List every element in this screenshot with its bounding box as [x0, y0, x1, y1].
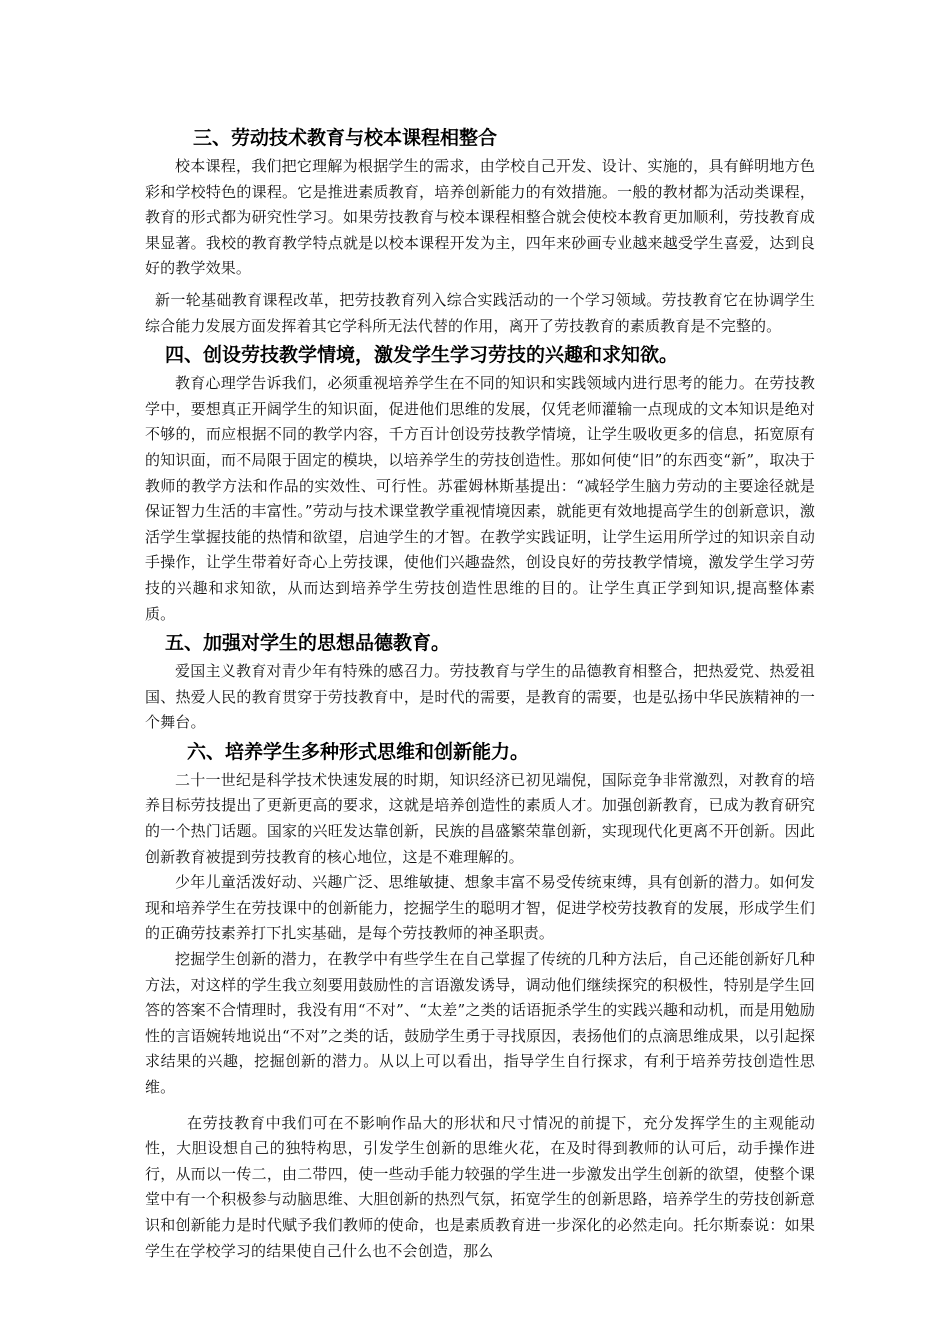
paragraph: 新一轮基础教育课程改革，把劳技教育列入综合实践活动的一个学习领域。劳技教育它在协调学生综合能力发展方面发挥着其它学科所无法代替的作用，离开了劳技教育的素质教育是不完整的。	[145, 290, 815, 335]
paragraph: 在劳技教育中我们可在不影响作品大的形状和尺寸情况的前提下，充分发挥学生的主观能动性，大胆设想自己的独特构思，引发学生创新的思维火花，在及时得到教师的认可后，动手操作进行，从而以一传二，由二带四，使一些动手能力较强的学生进一步激发出学生创新的欲望，使整个课堂中有一个积极参与动脑思维、大胆创新的热烈气氛，拓宽学生的创新思路，培养学生的劳技创新意识和创新能力是时代赋予我们教师的使命，也是素质教育进一步深化的必然走向。托尔斯泰说：如果学生在学校学习的结果使自己什么也不会创造，那么	[145, 1113, 815, 1260]
paragraph: 教育心理学告诉我们，必须重视培养学生在不同的知识和实践领域内进行思考的能力。在劳技教学中，要想真正开阔学生的知识面，促进他们思维的发展，仅凭老师灌输一点现成的文本知识是绝对不够的，而应根据不同的教学内容，千方百计创设劳技教学情境，让学生吸收更多的信息，拓宽原有的知识面，而不局限于固定的模块，以培养学生的劳技创造性。那如何使“旧”的东西变“新”，取决于教师的教学方法和作品的实效性、可行性。苏霍姆林斯基提出：“减轻学生脑力劳动的主要途径就是保证智力生活的丰富性。”劳动与技术课堂教学重视情境因素，就能更有效地提高学生的创新意识，激活学生掌握技能的热情和欲望，启迪学生的才智。在教学实践证明，让学生运用所学过的知识亲自动手操作，让学生带着好奇心上劳技课，使他们兴趣盎然，创设良好的劳技教学情境，激发学生学习劳技的兴趣和求知欲，从而达到培养学生劳技创造性思维的目的。让学生真正学到知识,提高整体素质。	[145, 374, 815, 623]
section-heading-6: 六、培养学生多种形式思维和创新能力。	[187, 740, 530, 763]
paragraph: 二十一世纪是科学技术快速发展的时期，知识经济已初见端倪，国际竞争非常激烈，对教育的培养目标劳技提出了更新更高的要求，这就是培养创造性的素质人才。加强创新教育，已成为教育研究的一个热门话题。国家的兴旺发达靠创新，民族的昌盛繁荣靠创新，实现现代化更离不开创新。因此创新教育被提到劳技教育的核心地位，这是不难理解的。	[145, 770, 815, 866]
paragraph: 校本课程，我们把它理解为根据学生的需求，由学校自己开发、设计、实施的，具有鲜明地方色彩和学校特色的课程。它是推进素质教育，培养创新能力的有效措施。一般的教材都为活动类课程，教育的形式都为研究性学习。如果劳技教育与校本课程相整合就会使校本教育更加顺利，劳技教育成果显著。我校的教育教学特点就是以校本课程开发为主，四年来砂画专业越来越受学生喜爱，达到良好的教学效果。	[145, 157, 815, 278]
section-heading-4: 四、创设劳技教学情境，激发学生学习劳技的兴趣和求知欲。	[165, 344, 679, 367]
paragraph: 爱国主义教育对青少年有特殊的感召力。劳技教育与学生的品德教育相整合，把热爱党、热爱祖国、热爱人民的教育贯穿于劳技教育中，是时代的需要，是教育的需要，也是弘扬中华民族精神的一个舞台。	[145, 662, 815, 732]
document-body	[145, 122, 815, 1264]
paragraph: 挖掘学生创新的潜力，在教学中有些学生在自己掌握了传统的几种方法后，自己还能创新好几种方法，对这样的学生我立刻要用鼓励性的言语激发诱导，调动他们继续探究的积极性，特别是学生回答的答案不合情理时，我没有用“不对”、“太差”之类的话语扼杀学生的实践兴趣和动机，而是用勉励性的言语婉转地说出“不对”之类的话，鼓励学生勇于寻找原因，表扬他们的点滴思维成果，以引起探求结果的兴趣，挖掘创新的潜力。从以上可以看出，指导学生自行探求，有利于培养劳技创造性思维。	[145, 950, 815, 1096]
section-heading-5: 五、加强对学生的思想品德教育。	[165, 632, 451, 655]
paragraph: 少年儿童活泼好动、兴趣广泛、思维敏捷、想象丰富不易受传统束缚，具有创新的潜力。如何发现和培养学生在劳技课中的创新能力，挖掘学生的聪明才智，促进学校劳技教育的发展，形成学生们的正确劳技素养打下扎实基础，是每个劳技教师的神圣职责。	[145, 873, 815, 943]
section-heading-3: 三、劳动技术教育与校本课程相整合	[193, 127, 498, 149]
